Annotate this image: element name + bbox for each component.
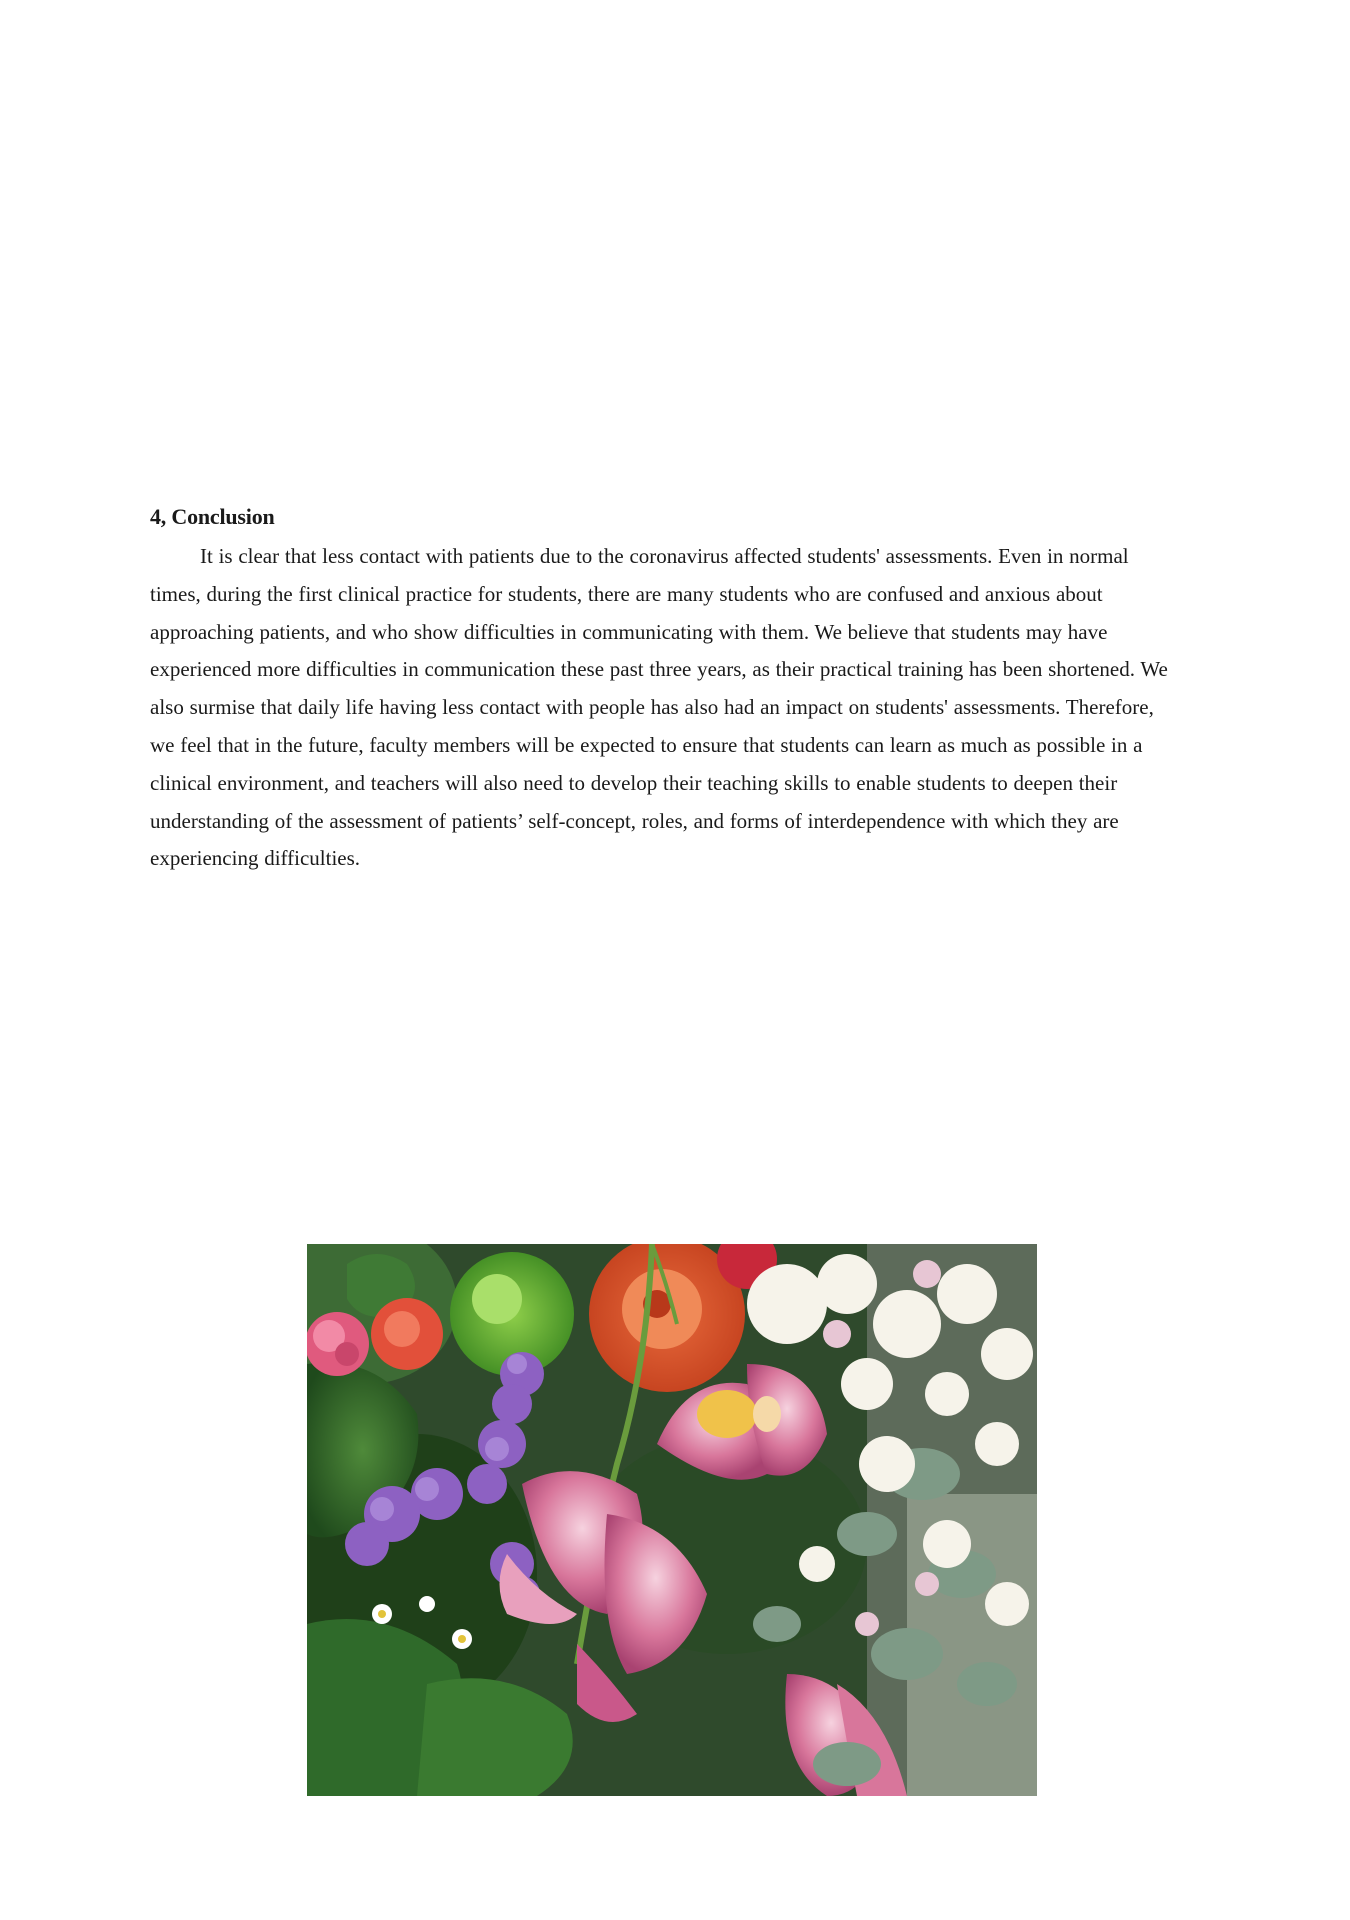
flower-photo xyxy=(307,1244,1037,1796)
flower-arrangement-image xyxy=(307,1244,1037,1796)
section-heading: 4, Conclusion xyxy=(150,504,275,529)
conclusion-paragraph: It is clear that less contact with patients due to the coronavirus affected students' assessments. Even in normal times, during the first clinical practice for students, there are many students who are confused and anxious about approaching patients, and who show difficulties in communicating with them. We believe that students may have experienced more difficulties in communication these past three years, as their practical training has been shortened. We also surmise that daily life having less contact with people has also had an impact on students' assessments. Therefore, we feel that in the future, faculty members will be expected to ensure that students can learn as much as possible in a clinical environment, and teachers will also need to develop their teaching skills to enable students to deepen their understanding of the assessment of patients’ self-concept, roles, and forms of interdependence with which they are experiencing difficulties. xyxy=(150,544,1168,871)
conclusion-section xyxy=(150,502,1170,878)
